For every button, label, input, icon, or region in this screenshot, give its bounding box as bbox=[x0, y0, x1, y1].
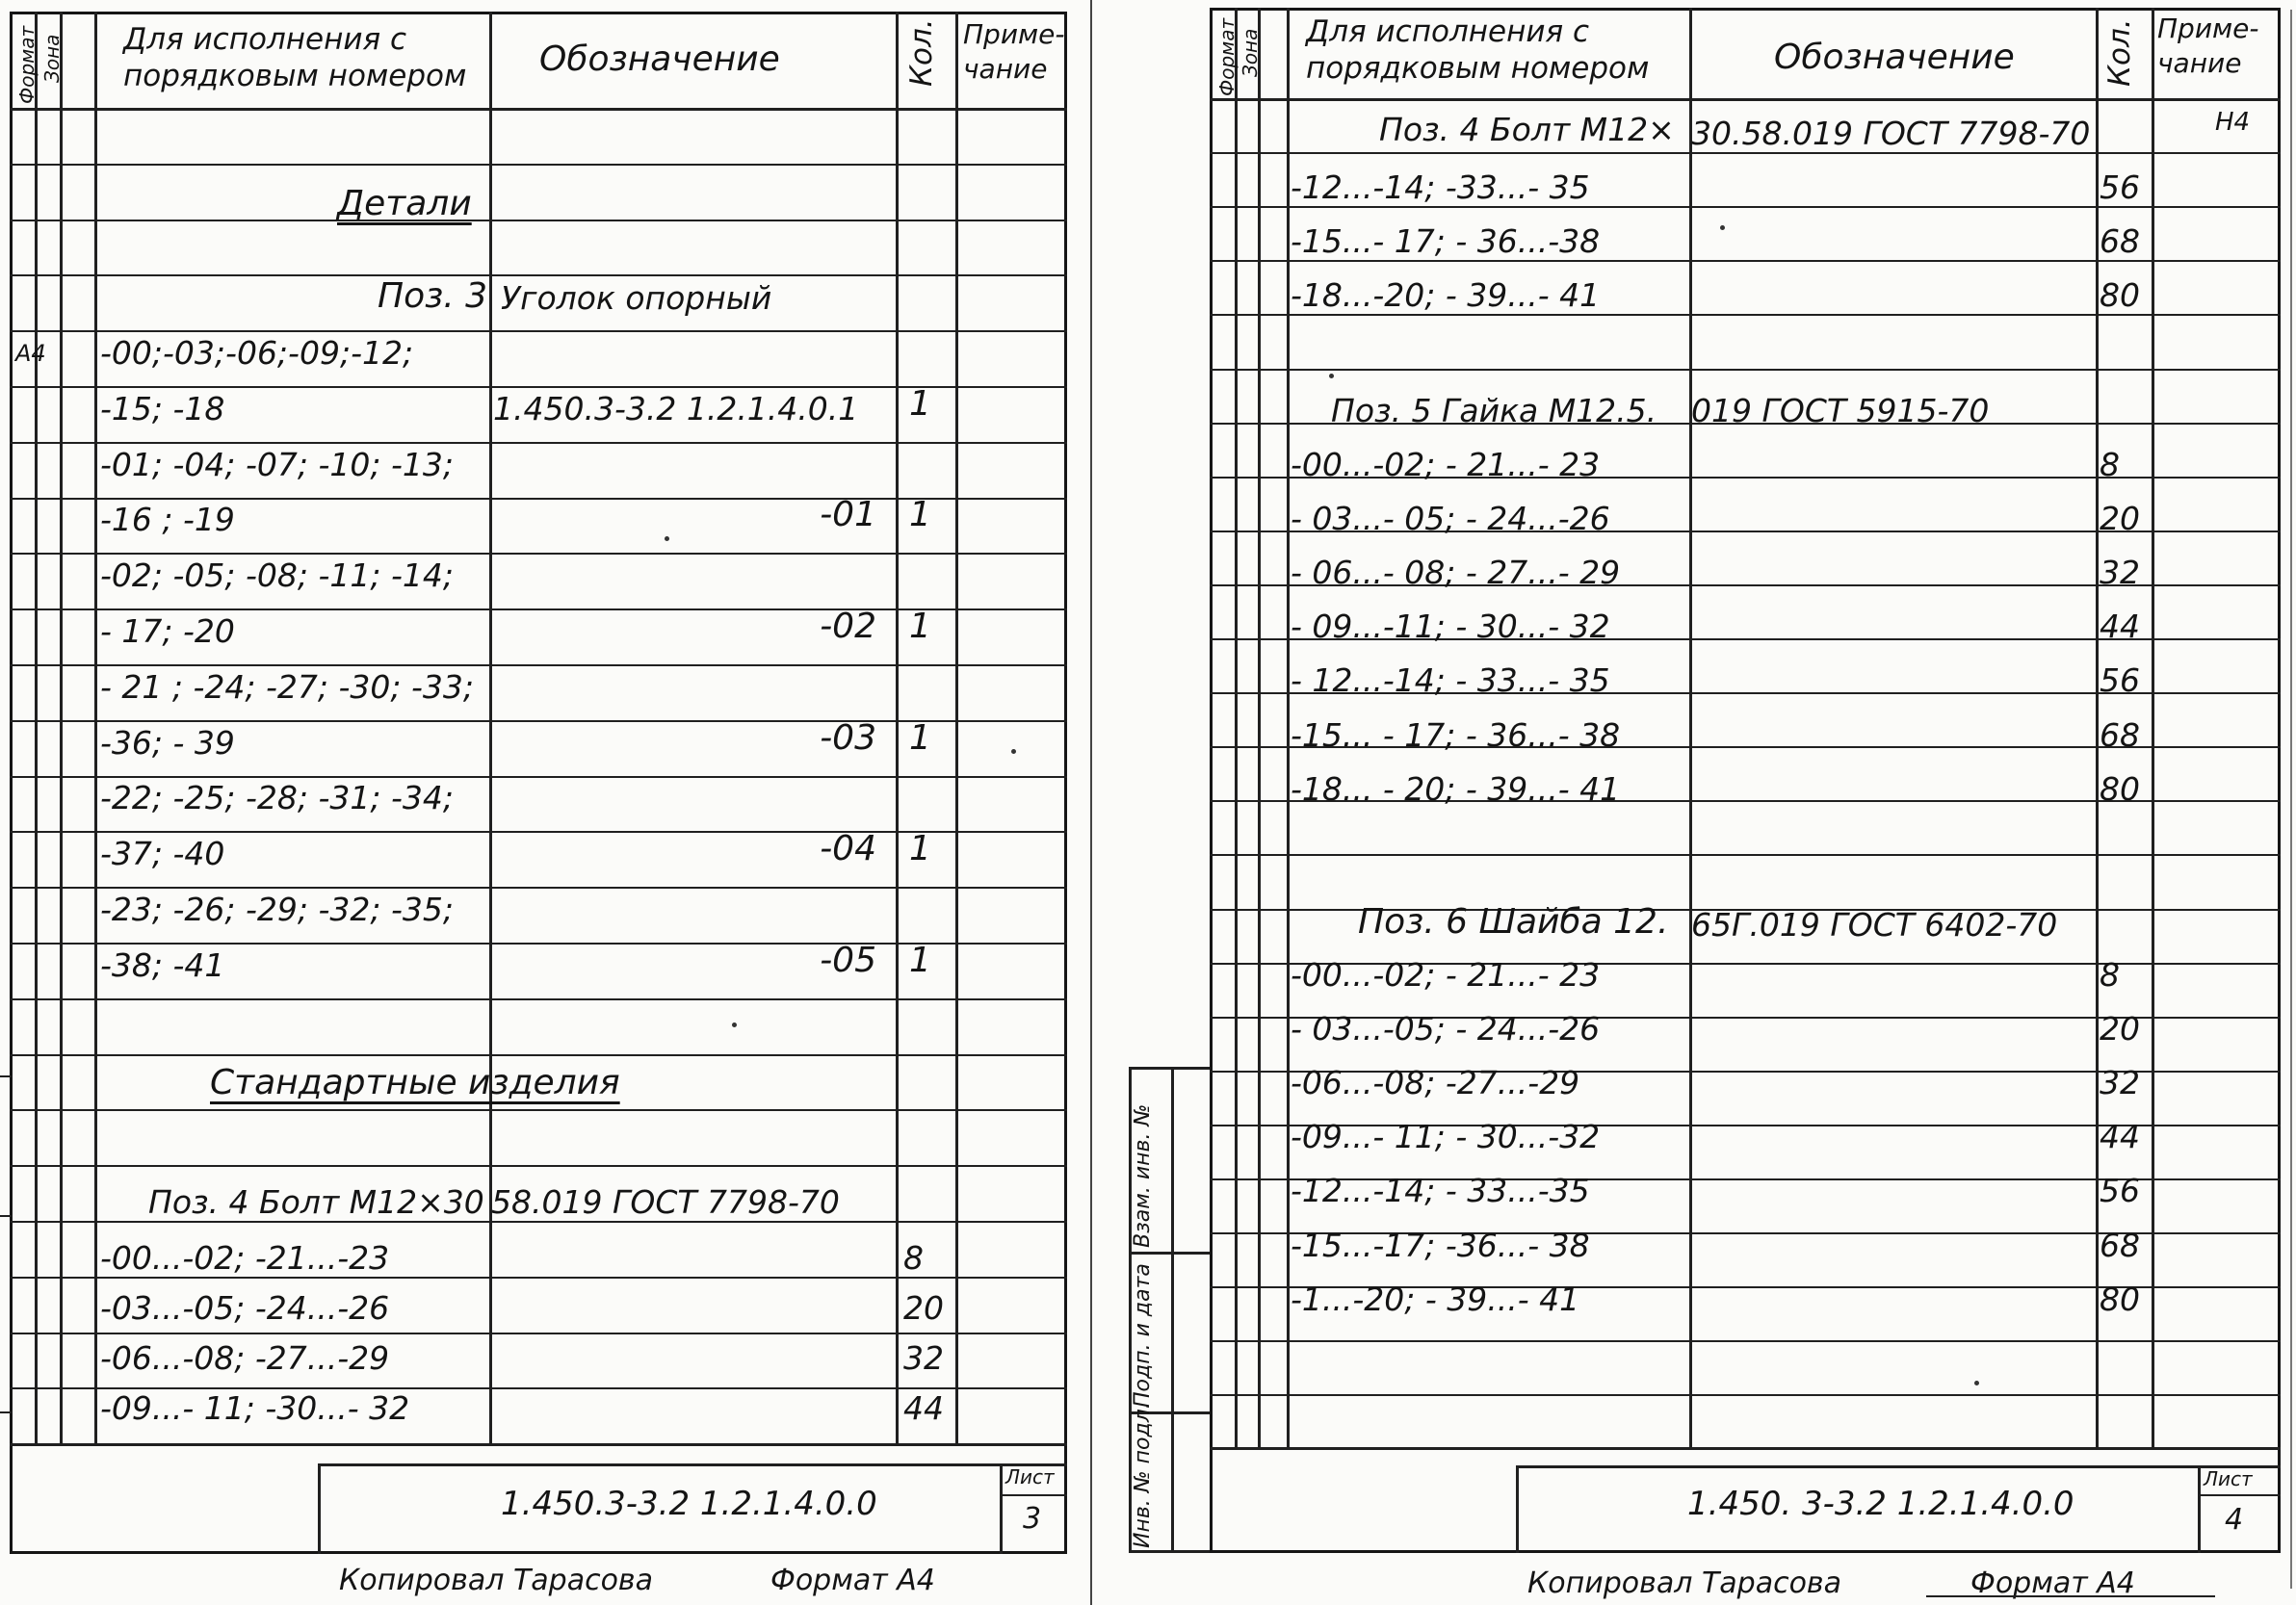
right-item5-des: 019 ГОСТ 5915-70 bbox=[1691, 392, 1990, 429]
left-titleblock-top bbox=[10, 1443, 1067, 1446]
left-sheet-no: 3 bbox=[1023, 1502, 1042, 1536]
page-divider bbox=[1090, 0, 1092, 1605]
right-row-qty: 20 bbox=[2100, 500, 2140, 538]
right-row-qty: 56 bbox=[2100, 1172, 2140, 1210]
left-col-zone: Зона bbox=[40, 34, 64, 83]
left-titleblock-vline bbox=[318, 1463, 321, 1554]
right-row-qty: 80 bbox=[2100, 769, 2140, 808]
left-titleblock-top2 bbox=[318, 1463, 1067, 1466]
left-vline-format bbox=[35, 12, 38, 1443]
right-sheet-vline bbox=[2198, 1465, 2201, 1553]
right-sheet-label: Лист bbox=[2204, 1467, 2253, 1490]
right-vline-qty bbox=[2096, 8, 2099, 1447]
left-col-format: Формат bbox=[15, 25, 39, 104]
right-row-qty: 32 bbox=[2100, 1064, 2140, 1102]
right-titleblock-vline bbox=[1516, 1465, 1519, 1553]
left-section-std: Стандартные изделия bbox=[210, 1063, 620, 1102]
right-titleblock-top bbox=[1210, 1447, 2281, 1450]
left-row-line bbox=[10, 664, 1067, 666]
right-vline-exec bbox=[1287, 8, 1290, 1447]
left-row-exec: -36; - 39 bbox=[100, 723, 235, 762]
right-speck bbox=[1974, 1381, 1979, 1385]
left-format-a4: А4 bbox=[15, 340, 46, 367]
left-row-line bbox=[10, 164, 1067, 166]
right-col-note-2: чание bbox=[2157, 47, 2242, 79]
right-item4-text: Поз. 4 Болт М12× bbox=[1379, 111, 1675, 148]
left-row-line bbox=[10, 998, 1067, 1000]
right-side-inv: Инв. № подл. bbox=[1131, 1402, 1155, 1548]
left-row-line bbox=[10, 553, 1067, 555]
left-col-exec-2: порядковым номером bbox=[123, 59, 467, 93]
left-row-exec: -22; -25; -28; -31; -34; bbox=[100, 779, 455, 817]
left-row-designation: 1.450.3-3.2 1.2.1.4.0.1 bbox=[493, 389, 859, 427]
right-format-label: Формат А4 bbox=[1970, 1566, 2135, 1600]
left-row-line bbox=[10, 274, 1067, 276]
left-sheet-label: Лист bbox=[1005, 1465, 1055, 1489]
right-item6-text: Поз. 6 Шайба 12. bbox=[1358, 902, 1669, 942]
right-row-line bbox=[1210, 314, 2281, 316]
left-row-line bbox=[10, 330, 1067, 332]
left-vline-designation bbox=[489, 12, 492, 1443]
left-item3-pos: Поз. 3 bbox=[378, 276, 488, 316]
right-row-exec: - 03...-05; - 24...-26 bbox=[1291, 1010, 1601, 1048]
left-doc-code: 1.450.3-3.2 1.2.1.4.0.0 bbox=[501, 1485, 877, 1523]
right-row-exec: -15...-17; -36...- 38 bbox=[1291, 1226, 1590, 1264]
right-row-exec: -06...-08; -27...-29 bbox=[1291, 1064, 1580, 1102]
left-row-exec: -37; -40 bbox=[100, 835, 225, 873]
right-row-qty: 80 bbox=[2100, 1280, 2140, 1318]
left-row-exec: -16 ; -19 bbox=[100, 501, 235, 539]
right-row-qty: 44 bbox=[2100, 608, 2140, 646]
right-row-exec: -12...-14; -33...- 35 bbox=[1291, 168, 1590, 206]
left-row-exec: -00;-03;-06;-09;-12; bbox=[100, 334, 414, 372]
right-col-format: Формат bbox=[1215, 17, 1239, 96]
left-row-qty: 1 bbox=[909, 940, 931, 980]
right-format-underline bbox=[1926, 1595, 2215, 1597]
right-row-qty: 80 bbox=[2100, 276, 2140, 315]
left-margin-tick bbox=[0, 1411, 12, 1413]
left-row-line bbox=[10, 887, 1067, 889]
left-copied: Копировал Тарасова bbox=[339, 1564, 653, 1597]
left-row-exec: - 21 ; -24; -27; -30; -33; bbox=[100, 667, 475, 706]
right-sheet-hline bbox=[2198, 1494, 2281, 1496]
right-vline-zone bbox=[1258, 8, 1261, 1447]
right-row-qty: 44 bbox=[2100, 1118, 2140, 1156]
right-row-qty: 8 bbox=[2100, 956, 2120, 994]
left-bolt-exec: -06...-08; -27...-29 bbox=[100, 1339, 390, 1377]
left-margin-tick bbox=[0, 1215, 12, 1217]
left-row-qty: 1 bbox=[909, 829, 931, 869]
right-col-designation: Обозначение bbox=[1774, 38, 2015, 77]
right-edge-line bbox=[2290, 10, 2292, 1589]
right-stamp-mid bbox=[1129, 1252, 1210, 1255]
left-format-label: Формат А4 bbox=[770, 1564, 935, 1597]
left-row-designation: -01 bbox=[820, 495, 876, 535]
right-row-line bbox=[1210, 1394, 2281, 1396]
left-row-line bbox=[10, 1054, 1067, 1056]
left-row-exec: -15; -18 bbox=[100, 389, 225, 427]
right-side-replace: Взам. инв. № bbox=[1131, 1103, 1155, 1248]
right-row-qty: 56 bbox=[2100, 661, 2140, 700]
left-col-note-2: чание bbox=[963, 53, 1048, 85]
right-row-exec: - 06...- 08; - 27...- 29 bbox=[1291, 554, 1621, 592]
right-row-line bbox=[1210, 854, 2281, 856]
left-bolt-qty: 44 bbox=[903, 1389, 944, 1427]
right-col-exec-2: порядковым номером bbox=[1306, 51, 1650, 86]
left-vline-note bbox=[955, 12, 958, 1443]
right-row-exec: - 09...-11; - 30...- 32 bbox=[1291, 608, 1610, 646]
left-vline-exec bbox=[94, 12, 97, 1443]
left-sheet-hline bbox=[1000, 1494, 1067, 1496]
right-row-exec: -12...-14; - 33...-35 bbox=[1291, 1172, 1590, 1210]
left-vline-qty bbox=[896, 12, 899, 1443]
right-sheet-no: 4 bbox=[2225, 1503, 2244, 1537]
left-item3-name: Уголок опорный bbox=[501, 279, 772, 317]
right-row-qty: 56 bbox=[2100, 168, 2140, 206]
right-doc-code: 1.450. 3-3.2 1.2.1.4.0.0 bbox=[1687, 1485, 2074, 1523]
right-titleblock-top2 bbox=[1516, 1465, 2281, 1468]
left-row-line bbox=[10, 220, 1067, 221]
right-col-qty: Кол. bbox=[2102, 18, 2137, 87]
left-row-line bbox=[10, 776, 1067, 778]
right-row-exec: -15... - 17; - 36...- 38 bbox=[1291, 715, 1621, 754]
left-col-exec-1: Для исполнения с bbox=[123, 22, 407, 57]
right-row-qty: 8 bbox=[2100, 446, 2120, 483]
left-row-line bbox=[10, 1277, 1067, 1279]
right-row-exec: -00...-02; - 21...- 23 bbox=[1291, 956, 1601, 994]
right-row-qty: 20 bbox=[2100, 1010, 2140, 1048]
right-row-qty: 32 bbox=[2100, 554, 2140, 592]
right-stamp-vline2 bbox=[1171, 1067, 1174, 1550]
right-row-qty: 68 bbox=[2100, 222, 2140, 261]
right-row-qty: 68 bbox=[2100, 1226, 2140, 1264]
right-row-exec: -00...-02; - 21...- 23 bbox=[1291, 446, 1601, 483]
right-item6-des: 65Г.019 ГОСТ 6402-70 bbox=[1691, 906, 2058, 944]
left-row-designation: -05 bbox=[820, 940, 876, 980]
right-row-line bbox=[1210, 369, 2281, 371]
left-row-designation: -02 bbox=[820, 607, 876, 646]
left-row-exec: -02; -05; -08; -11; -14; bbox=[100, 557, 455, 595]
left-bolt-qty: 8 bbox=[903, 1239, 924, 1277]
right-row-qty: 68 bbox=[2100, 715, 2140, 754]
right-row-exec: -18...-20; - 39...- 41 bbox=[1291, 276, 1601, 315]
right-row-exec: -18... - 20; - 39...- 41 bbox=[1291, 769, 1621, 808]
right-col-note-1: Приме- bbox=[2157, 13, 2259, 44]
right-item5-text: Поз. 5 Гайка М12.5. bbox=[1331, 392, 1657, 429]
right-stamp-top bbox=[1129, 1067, 1210, 1070]
left-row-exec: -38; -41 bbox=[100, 945, 225, 984]
left-row-exec: - 17; -20 bbox=[100, 612, 235, 650]
left-bolt-exec: -00...-02; -21...-23 bbox=[100, 1239, 390, 1277]
right-copied: Копировал Тарасова bbox=[1527, 1566, 1841, 1600]
left-row-line bbox=[10, 1333, 1067, 1334]
left-section-details: Детали bbox=[337, 184, 472, 223]
right-speck bbox=[1720, 225, 1725, 230]
right-item4-des: 30.58.019 ГОСТ 7798-70 bbox=[1691, 115, 2091, 152]
right-col-zone: Зона bbox=[1239, 28, 1262, 77]
left-item4-des: 58.019 ГОСТ 7798-70 bbox=[491, 1183, 840, 1221]
right-side-sign: Подп. и дата bbox=[1131, 1263, 1155, 1408]
right-row-line bbox=[1210, 206, 2281, 208]
right-row-exec: -1...-20; - 39...- 41 bbox=[1291, 1280, 1580, 1318]
left-sheet-vline bbox=[1000, 1463, 1003, 1554]
left-bolt-exec: -09...- 11; -30...- 32 bbox=[100, 1389, 410, 1427]
left-speck bbox=[732, 1023, 737, 1027]
left-bolt-exec: -03...-05; -24...-26 bbox=[100, 1289, 390, 1327]
left-header-line bbox=[10, 108, 1067, 111]
left-col-qty: Кол. bbox=[904, 18, 939, 87]
right-vline-designation bbox=[1689, 8, 1692, 1447]
left-speck bbox=[665, 536, 669, 541]
left-item4-text: Поз. 4 Болт М12×30 bbox=[148, 1183, 484, 1221]
right-row-exec: -09...- 11; - 30...-32 bbox=[1291, 1118, 1601, 1156]
left-row-qty: 1 bbox=[909, 383, 931, 424]
left-bolt-qty: 32 bbox=[903, 1339, 944, 1377]
left-speck bbox=[1011, 749, 1016, 754]
left-margin-tick bbox=[0, 1075, 12, 1077]
left-row-qty: 1 bbox=[909, 717, 931, 758]
right-row-line bbox=[1210, 1340, 2281, 1342]
left-row-designation: -04 bbox=[820, 829, 876, 869]
left-vline-zone bbox=[60, 12, 63, 1443]
right-vline-format bbox=[1235, 8, 1238, 1447]
left-row-line bbox=[10, 1109, 1067, 1111]
right-row-exec: - 12...-14; - 33...- 35 bbox=[1291, 661, 1610, 700]
left-row-designation: -03 bbox=[820, 717, 876, 758]
left-col-designation: Обозначение bbox=[539, 39, 780, 79]
right-row-line bbox=[1210, 260, 2281, 262]
left-row-qty: 1 bbox=[909, 495, 931, 535]
left-col-note-1: Приме- bbox=[963, 18, 1065, 50]
right-row-line bbox=[1210, 152, 2281, 154]
left-row-line bbox=[10, 1165, 1067, 1167]
right-stamp-bottom bbox=[1129, 1550, 1210, 1553]
right-col-exec-1: Для исполнения с bbox=[1306, 14, 1590, 49]
right-speck bbox=[1329, 374, 1334, 378]
right-top-note: Н4 bbox=[2215, 108, 2251, 137]
left-row-exec: -01; -04; -07; -10; -13; bbox=[100, 445, 455, 483]
left-row-qty: 1 bbox=[909, 607, 931, 646]
right-row-exec: - 03...- 05; - 24...-26 bbox=[1291, 500, 1610, 538]
left-row-exec: -23; -26; -29; -32; -35; bbox=[100, 891, 455, 928]
right-header-line bbox=[1210, 98, 2281, 101]
left-row-line bbox=[10, 442, 1067, 444]
right-vline-note bbox=[2152, 8, 2154, 1447]
left-bolt-qty: 20 bbox=[903, 1289, 944, 1327]
left-row-line bbox=[10, 1221, 1067, 1223]
right-row-exec: -15...- 17; - 36...-38 bbox=[1291, 222, 1601, 261]
